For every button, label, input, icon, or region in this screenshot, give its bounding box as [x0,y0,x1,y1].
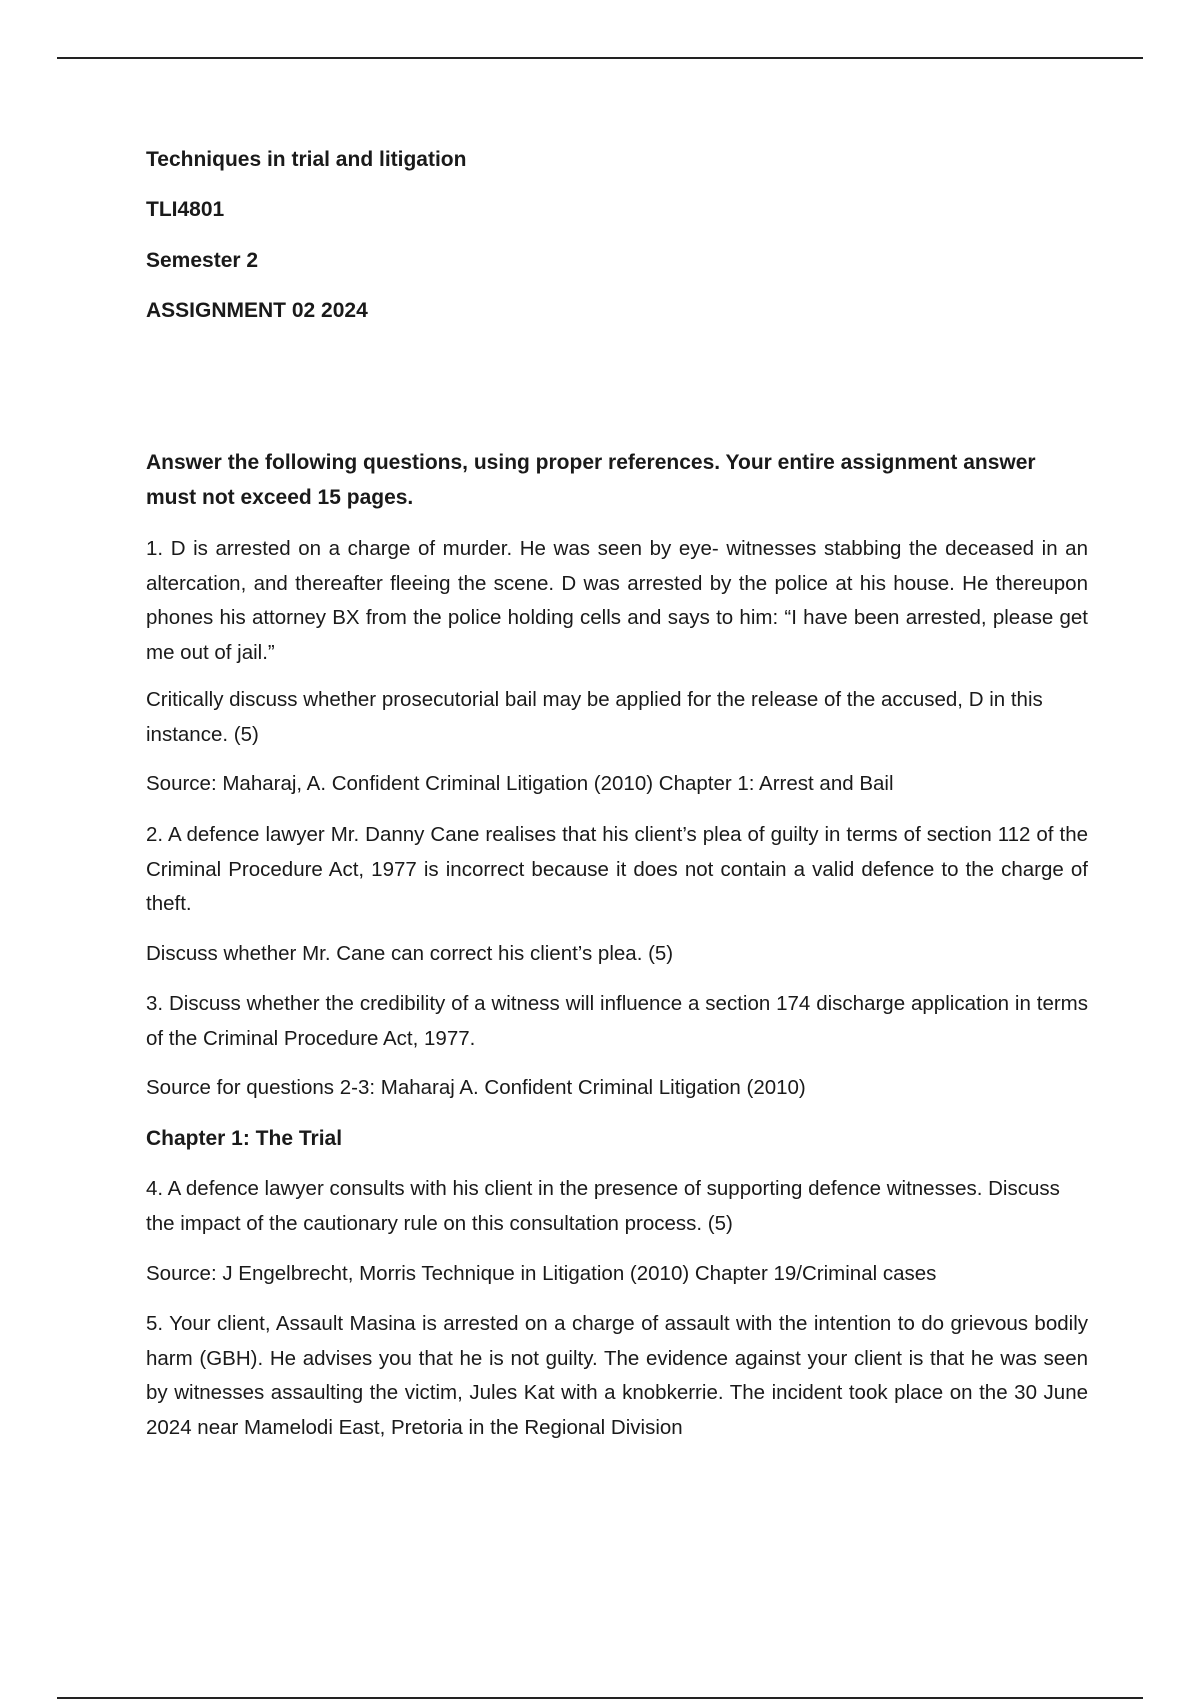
bottom-rule [57,1697,1143,1699]
course-title: Techniques in trial and litigation [146,148,467,171]
question-5-text: 5. Your client, Assault Masina is arrested on a charge of assault with the intention to do grievous bodily harm (GBH). He advises you that he is not guilty. The evidence against your client is that he was seen by witnesses assaulting the victim, Jules Kat with a knobkerrie. The incident took place on the 30 June 2024 near Mamelodi East, Pretoria in the Regional Division [146,1312,1088,1439]
question-2-task: Discuss whether Mr. Cane can correct his client’s plea. (5) [146,942,674,965]
question-4-text: 4. A defence lawyer consults with his client in the presence of supporting defence witnesses. Discuss the impact of the cautionary rule on this consultation process. (5) [146,1177,1060,1235]
question-2-text: 2. A defence lawyer Mr. Danny Cane realises that his client’s plea of guilty in terms of section 112 of the Criminal Procedure Act, 1977 is incorrect because it does not contain a valid defence to the charge of theft. [146,823,1088,915]
semester-label: Semester 2 [146,249,259,272]
course-code: TLI4801 [146,198,225,221]
question-1-source: Source: Maharaj, A. Confident Criminal Litigation (2010) Chapter 1: Arrest and Bail [146,772,894,795]
assignment-label: ASSIGNMENT 02 2024 [146,299,368,322]
instructions-text: Answer the following questions, using proper references. Your entire assignment answer must not exceed 15 pages. [146,451,1036,509]
top-rule [57,57,1143,59]
question-3-text: 3. Discuss whether the credibility of a witness will influence a section 174 discharge application in terms of the Criminal Procedure Act, 1977. [146,992,1088,1050]
question-4-source: Source: J Engelbrecht, Morris Technique in Litigation (2010) Chapter 19/Criminal cases [146,1262,937,1285]
question-1-task: Critically discuss whether prosecutorial bail may be applied for the release of the accused, D in this instance. (5) [146,688,1043,746]
question-1-text: 1. D is arrested on a charge of murder. He was seen by eye- witnesses stabbing the deceased in an altercation, and thereafter fleeing the scene. D was arrested by the police at his house. He thereupon phones his attorney BX from the police holding cells and says to him: “I have been arrested, please get me out of jail.” [146,537,1088,664]
chapter-heading: Chapter 1: The Trial [146,1127,343,1150]
questions-2-3-source: Source for questions 2-3: Maharaj A. Confident Criminal Litigation (2010) [146,1076,806,1099]
